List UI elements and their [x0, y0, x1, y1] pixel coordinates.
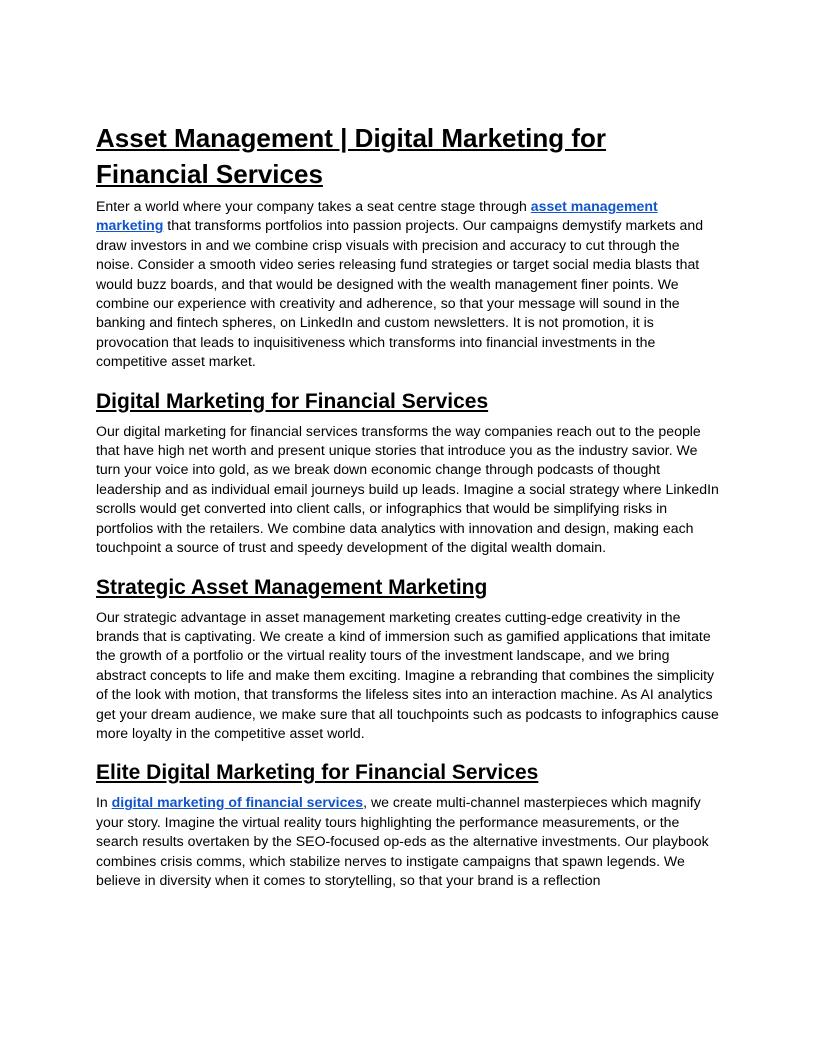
- elite-text-after: , we create multi-channel masterpieces which magnify your story. Imagine the virtual reality tours highlighting the performance measurements, or the search results overtaken by the SEO-focused op-eds as the alternative investments. Our playbook combines crisis comms, which stabilize nerves to instigate campaigns that spawn legends. We believe in diversity when it comes to storytelling, so that your brand is a reflection: [96, 794, 709, 888]
- elite-text-before: In: [96, 794, 112, 811]
- section-heading-strategic: Strategic Asset Management Marketing: [96, 575, 488, 599]
- section-heading-digital-marketing: Digital Marketing for Financial Services: [96, 389, 489, 413]
- intro-text-before: Enter a world where your company takes a seat centre stage through: [96, 198, 531, 214]
- section-heading-elite: Elite Digital Marketing for Financial Services: [96, 761, 539, 785]
- asset-management-marketing-link[interactable]: asset management marketing: [96, 198, 658, 234]
- intro-paragraph: [96, 197, 720, 372]
- section-paragraph-digital-marketing: Our digital marketing for financial services transforms the way companies reach out to the people that have high net worth and present unique stories that introduce you as the industry savior. We turn your voice into gold, as we break down economic change through podcasts of thought leadership and as individual email journeys build up leads. Imagine a social strategy where LinkedIn scrolls would get converted into client calls, or infographics that would be simplifying risks in portfolios with the retailers. We combine data analytics with innovation and design, making each touchpoint a source of trust and speedy development of the digital wealth domain.: [96, 422, 719, 556]
- page-title: Asset Management | Digital Marketing for Financial Services: [96, 123, 607, 189]
- section-paragraph-elite: [96, 793, 720, 890]
- intro-text-after: that transforms portfolios into passion projects. Our campaigns demystify markets and draw investors in and we combine crisp visuals with precision and accuracy to cut through the noise. Consider a smooth video series releasing fund strategies or target social media blasts that would buzz boards, and that would be designed with the wealth management finer points. We combine our experience with creativity and adherence, so that your message will sound in the banking and fintech spheres, on LinkedIn and custom newsletters. It is not promotion, it is provocation that leads to inquisitiveness which transforms into financial investments in the competitive asset market.: [96, 217, 704, 370]
- section-paragraph-strategic: Our strategic advantage in asset management marketing creates cutting-edge creativity in the brands that is captivating. We create a kind of immersion such as gamified applications that imitate the growth of a portfolio or the virtual reality tours of the investment landscape, and we bring abstract concepts to life and make them exciting. Imagine a rebranding that combines the simplicity of the look with motion, that transforms the lifeless sites into an interaction machine. As AI analytics get your dream audience, we make sure that all touchpoints such as podcasts to infographics cause more loyalty in the competitive asset world.: [96, 608, 719, 741]
- document-page: [96, 120, 720, 890]
- digital-marketing-financial-services-link[interactable]: digital marketing of financial services: [111, 794, 364, 811]
